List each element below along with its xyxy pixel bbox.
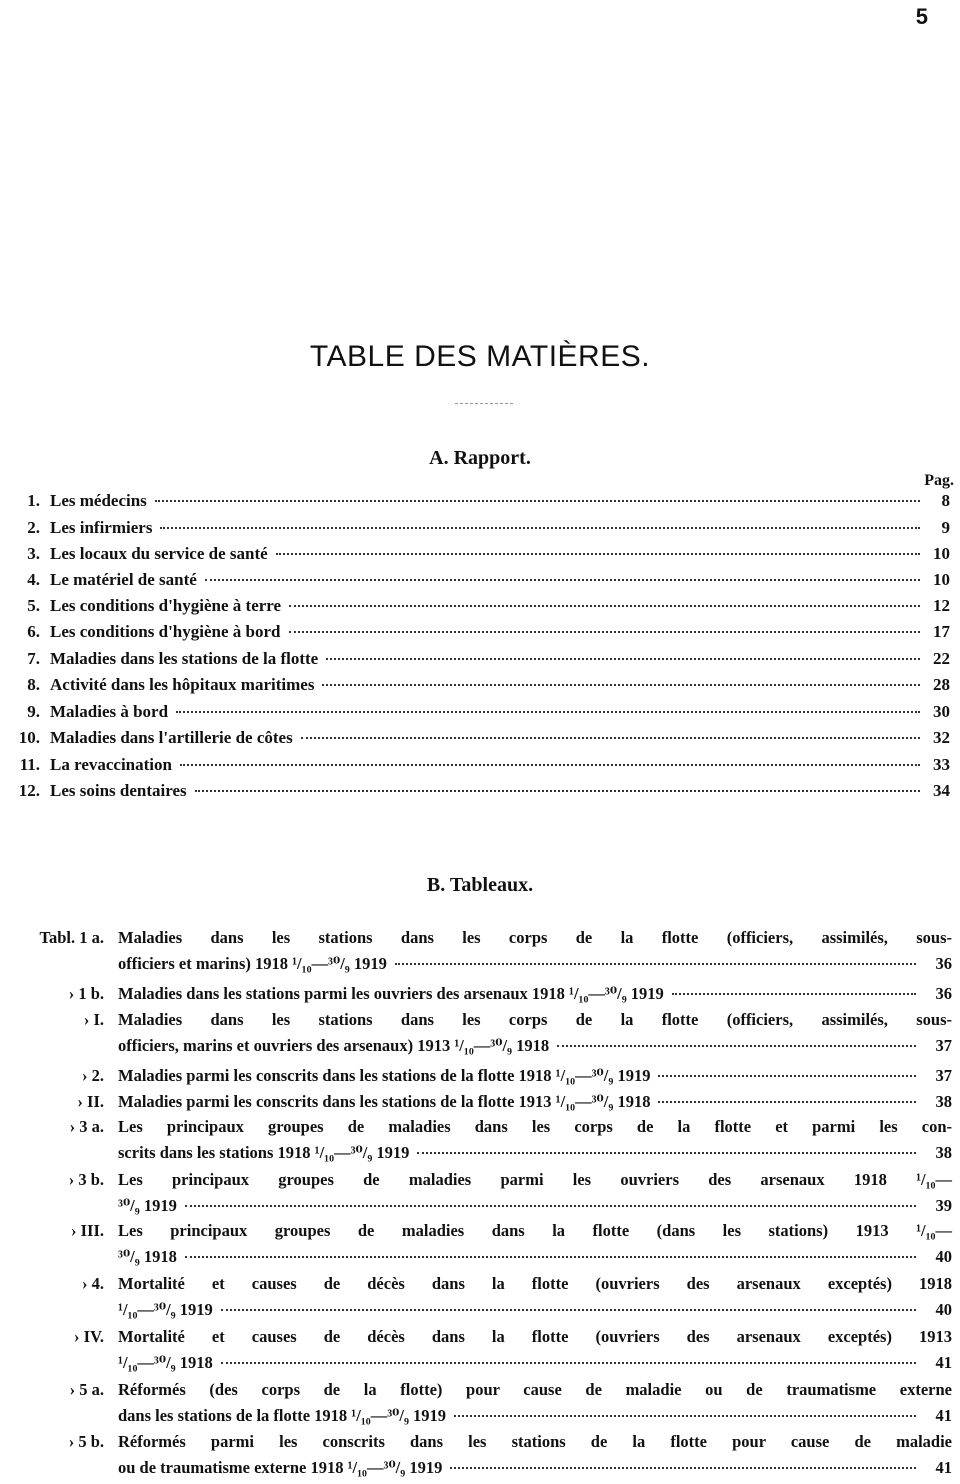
dot-leader — [289, 631, 921, 633]
dot-leader — [658, 1101, 916, 1103]
tableau-text: Maladies parmi les conscrits dans les stations de la flotte 1913 ¹/₁₀—³⁰/₉ 1918 — [118, 1092, 651, 1111]
rapport-entry — [10, 544, 950, 570]
tableau-page: 41 — [935, 1458, 952, 1477]
entry-title: Activité dans les hôpitaux maritimes — [50, 675, 315, 694]
rapport-entry — [10, 728, 950, 754]
entry-page: 9 — [941, 518, 950, 537]
title-rule — [455, 403, 513, 404]
tableau-text: ¹/₁₀—³⁰/₉ 1918 — [118, 1353, 213, 1372]
entry-page: 32 — [933, 728, 950, 747]
rapport-entry — [10, 622, 950, 648]
dot-leader — [395, 963, 916, 965]
rapport-entry — [10, 518, 950, 544]
tableau-text: Les principaux groupes de maladies dans les corps de la flotte et parmi les con- — [118, 1117, 952, 1136]
tableau-page: 40 — [935, 1300, 952, 1319]
tableau-label: › 5 a. — [69, 1380, 104, 1399]
tableau-text: scrits dans les stations 1918 ¹/₁₀—³⁰/₉ 1919 — [118, 1143, 410, 1162]
dot-leader — [301, 737, 920, 739]
tableau-text: Maladies dans les stations dans les corps de la flotte (officiers, assimilés, sous- — [118, 928, 952, 947]
entry-page: 22 — [933, 649, 950, 668]
entry-number: 7. — [27, 649, 40, 668]
dot-leader — [180, 764, 920, 766]
entry-title: Maladies à bord — [50, 702, 169, 721]
tableau-text: Mortalité et causes de décès dans la flotte (ouvriers des arsenaux exceptés) 1918 — [118, 1274, 952, 1293]
entry-number: 6. — [27, 622, 40, 641]
tableau-label: Tabl. 1 a. — [39, 928, 104, 947]
entry-number: 3. — [27, 544, 40, 563]
rapport-entry — [10, 702, 950, 728]
entry-page: 10 — [933, 570, 950, 589]
dot-leader — [195, 790, 920, 792]
entry-number: 2. — [27, 518, 40, 537]
tableau-text: Les principaux groupes de maladies dans la flotte (dans les stations) 1913 ¹/₁₀— — [118, 1221, 952, 1240]
entry-page: 12 — [933, 596, 950, 615]
dot-leader — [205, 579, 920, 581]
tableau-page: 39 — [935, 1196, 952, 1215]
entry-number: 12. — [18, 781, 40, 800]
rapport-entry — [10, 649, 950, 675]
entry-number: 1. — [27, 491, 40, 510]
tableau-page: 40 — [935, 1247, 952, 1266]
tableau-text: officiers et marins) 1918 ¹/₁₀—³⁰/₉ 1919 — [118, 954, 387, 973]
dot-leader — [289, 605, 920, 607]
tableau-text: ¹/₁₀—³⁰/₉ 1919 — [118, 1300, 213, 1319]
tableau-text: ou de traumatisme externe 1918 ¹/₁₀—³⁰/₉ 1919 — [118, 1458, 443, 1477]
tableau-page: 38 — [935, 1092, 952, 1111]
entry-title: Maladies dans les stations de la flotte — [50, 649, 319, 668]
entry-page: 8 — [941, 491, 950, 510]
dot-leader — [185, 1205, 916, 1207]
rapport-entry — [10, 491, 950, 517]
entry-title: Les infirmiers — [50, 518, 153, 537]
tableau-label: › 3 b. — [68, 1170, 104, 1189]
tableau-page: 41 — [935, 1406, 952, 1425]
tableau-page: 36 — [935, 954, 952, 973]
dot-leader — [185, 1256, 916, 1258]
rapport-entry — [10, 596, 950, 622]
tableau-label: › 1 b. — [68, 984, 104, 1003]
entry-number: 5. — [27, 596, 40, 615]
dot-leader — [155, 500, 920, 502]
tableau-text: Réformés (des corps de la flotte) pour cause de maladie ou de traumatisme externe — [118, 1380, 952, 1399]
entry-title: La revaccination — [50, 755, 172, 774]
tableau-label: › 3 a. — [69, 1117, 104, 1136]
dot-leader — [160, 527, 920, 529]
rapport-entry — [10, 675, 950, 701]
entry-title: Maladies dans l'artillerie de côtes — [50, 728, 293, 747]
tableau-text: Maladies parmi les conscrits dans les stations de la flotte 1918 ¹/₁₀—³⁰/₉ 1919 — [118, 1066, 651, 1085]
page-number: 5 — [915, 4, 928, 29]
rapport-entry — [10, 570, 950, 596]
entry-page: 10 — [933, 544, 950, 563]
entry-title: Les soins dentaires — [50, 781, 187, 800]
dot-leader — [454, 1415, 916, 1417]
tableau-text: Mortalité et causes de décès dans la flotte (ouvriers des arsenaux exceptés) 1913 — [118, 1327, 952, 1346]
entry-title: Le matériel de santé — [50, 570, 197, 589]
dot-leader — [176, 711, 920, 713]
rapport-entry — [10, 755, 950, 781]
page-title: TABLE DES MATIÈRES. — [309, 340, 651, 373]
dot-leader — [672, 993, 916, 995]
tableau-label: › III. — [70, 1221, 104, 1240]
dot-leader — [326, 658, 920, 660]
entry-number: 10. — [18, 728, 40, 747]
tableau-page: 36 — [935, 984, 952, 1003]
dot-leader — [322, 684, 920, 686]
tableau-label: › 4. — [82, 1274, 104, 1293]
tableau-page: 37 — [935, 1036, 952, 1055]
tableau-page: 38 — [935, 1143, 952, 1162]
tableau-text: Réformés parmi les conscrits dans les stations de la flotte pour cause de maladie — [118, 1432, 952, 1451]
entry-title: Les conditions d'hygiène à terre — [50, 596, 282, 615]
section-b-heading: B. Tableaux. — [426, 874, 534, 896]
entry-page: 30 — [933, 702, 950, 721]
entry-page: 33 — [933, 755, 950, 774]
dot-leader — [417, 1152, 916, 1154]
entry-page: 17 — [933, 622, 950, 641]
tableau-text: Les principaux groupes de maladies parmi les ouvriers des arsenaux 1918 ¹/₁₀— — [118, 1170, 952, 1189]
tableau-label: › 2. — [82, 1066, 104, 1085]
tableau-label: › I. — [83, 1010, 104, 1029]
tableau-label: › IV. — [74, 1327, 104, 1346]
dot-leader — [221, 1309, 916, 1311]
dot-leader — [658, 1075, 916, 1077]
entry-title: Les médecins — [50, 491, 147, 510]
entry-number: 11. — [19, 755, 40, 774]
dot-leader — [221, 1362, 916, 1364]
tableau-label: › 5 b. — [68, 1432, 104, 1451]
dot-leader — [450, 1467, 916, 1469]
tableau-text: officiers, marins et ouvriers des arsenaux) 1913 ¹/₁₀—³⁰/₉ 1918 — [118, 1036, 550, 1055]
dot-leader — [557, 1045, 916, 1047]
entry-number: 4. — [27, 570, 40, 589]
entry-title: Les locaux du service de santé — [50, 544, 268, 563]
entry-title: Les conditions d'hygiène à bord — [50, 622, 281, 641]
entry-page: 34 — [933, 781, 950, 800]
rapport-entry — [10, 781, 950, 807]
entry-page: 28 — [933, 675, 950, 694]
tableau-text: ³⁰/₉ 1919 — [118, 1196, 177, 1215]
tableau-label: › II. — [77, 1092, 104, 1111]
tableau-text: dans les stations de la flotte 1918 ¹/₁₀—³⁰/₉ 1919 — [118, 1406, 447, 1425]
tableau-page: 37 — [935, 1066, 952, 1085]
tableau-page: 41 — [935, 1353, 952, 1372]
entry-number: 8. — [27, 675, 40, 694]
tableau-text: Maladies dans les stations parmi les ouvriers des arsenaux 1918 ¹/₁₀—³⁰/₉ 1919 — [118, 984, 664, 1003]
pag-header: Pag. — [924, 472, 954, 489]
tableau-text: Maladies dans les stations dans les corps de la flotte (officiers, assimilés, sous- — [118, 1010, 952, 1029]
entry-number: 9. — [27, 702, 40, 721]
section-a-heading: A. Rapport. — [429, 447, 531, 469]
dot-leader — [276, 553, 920, 555]
tableau-text: ³⁰/₉ 1918 — [118, 1247, 177, 1266]
